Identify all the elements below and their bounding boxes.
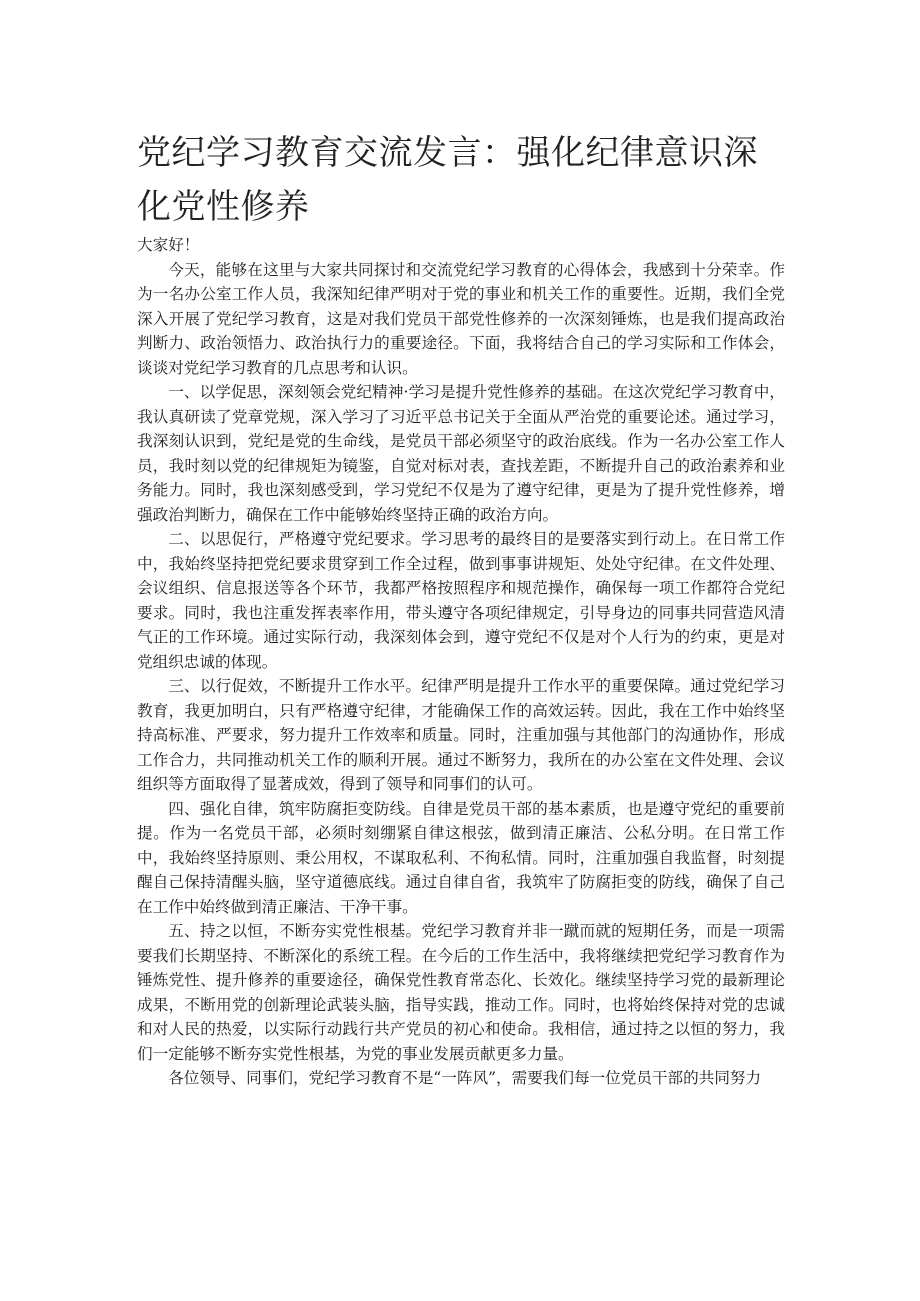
paragraph-point-4: 四、强化自律，筑牢防腐拒变防线。自律是党员干部的基本素质，也是遵守党纪的重要前提。作为一名党员干部，必须时刻绷紧自律这根弦，做到清正廉洁、公私分明。在日常工作中，我始终坚持原则、秉公用权，不谋取私利、不徇私情。同时，注重加强自我监督，时刻提醒自己保持清醒头脑，坚守道德底线。通过自律自省，我筑牢了防腐拒变的防线，确保了自己在工作中始终做到清正廉洁、干净干事。	[137, 799, 785, 916]
document-body	[137, 233, 785, 1091]
paragraph-point-3: 三、以行促效，不断提升工作水平。纪律严明是提升工作水平的重要保障。通过党纪学习教育，我更加明白，只有严格遵守纪律，才能确保工作的高效运转。因此，我在工作中始终坚持高标准、严要求，努力提升工作效率和质量。同时，注重加强与其他部门的沟通协作，形成工作合力，共同推动机关工作的顺利开展。通过不断努力，我所在的办公室在文件处理、会议组织等方面取得了显著成效，得到了领导和同事们的认可。	[137, 677, 785, 793]
paragraph-point-5: 五、持之以恒，不断夯实党性根基。党纪学习教育并非一蹴而就的短期任务，而是一项需要我们长期坚持、不断深化的系统工程。在今后的工作生活中，我将继续把党纪学习教育作为锤炼党性、提升修养的重要途径，确保党性教育常态化、长效化。继续坚持学习党的最新理论成果，不断用党的创新理论武装头脑，指导实践，推动工作。同时，也将始终保持对党的忠诚和对人民的热爱，以实际行动践行共产党员的初心和使命。我相信，通过持之以恒的努力，我们一定能够不断夯实党性根基，为党的事业发展贡献更多力量。	[137, 922, 785, 1063]
document-title: 党纪学习教育交流发言：强化纪律意识深化党性修养	[137, 133, 758, 227]
paragraph-closing: 各位领导、同事们，党纪学习教育不是“一阵风”，需要我们每一位党员干部的共同努力	[168, 1069, 762, 1087]
salutation: 大家好！	[137, 236, 200, 254]
paragraph-point-2: 二、以思促行，严格遵守党纪要求。学习思考的最终目的是要落实到行动上。在日常工作中，我始终坚持把党纪要求贯穿到工作全过程，做到事事讲规矩、处处守纪律。在文件处理、会议组织、信息报送等各个环节，我都严格按照程序和规范操作，确保每一项工作都符合党纪要求。同时，我也注重发挥表率作用，带头遵守各项纪律规定，引导身边的同事共同营造风清气正的工作环境。通过实际行动，我深刻体会到，遵守党纪不仅是对个人行为的约束，更是对党组织忠诚的体现。	[137, 530, 785, 671]
paragraph-intro: 今天，能够在这里与大家共同探讨和交流党纪学习教育的心得体会，我感到十分荣幸。作为一名办公室工作人员，我深知纪律严明对于党的事业和机关工作的重要性。近期，我们全党深入开展了党纪学习教育，这是对我们党员干部党性修养的一次深刻锤炼，也是我们提高政治判断力、政治领悟力、政治执行力的重要途径。下面，我将结合自己的学习实际和工作体会，谈谈对党纪学习教育的几点思考和认识。	[137, 260, 785, 377]
paragraph-point-1: 一、以学促思，深刻领会党纪精神·学习是提升党性修养的基础。在这次党纪学习教育中，我认真研读了党章党规，深入学习了习近平总书记关于全面从严治党的重要论述。通过学习，我深刻认识到，党纪是党的生命线，是党员干部必须坚守的政治底线。作为一名办公室工作人员，我时刻以党的纪律规矩为镜鉴，自觉对标对表，查找差距，不断提升自己的政治素养和业务能力。同时，我也深刻感受到，学习党纪不仅是为了遵守纪律，更是为了提升党性修养，增强政治判断力，确保在工作中能够始终坚持正确的政治方向。	[137, 383, 785, 524]
